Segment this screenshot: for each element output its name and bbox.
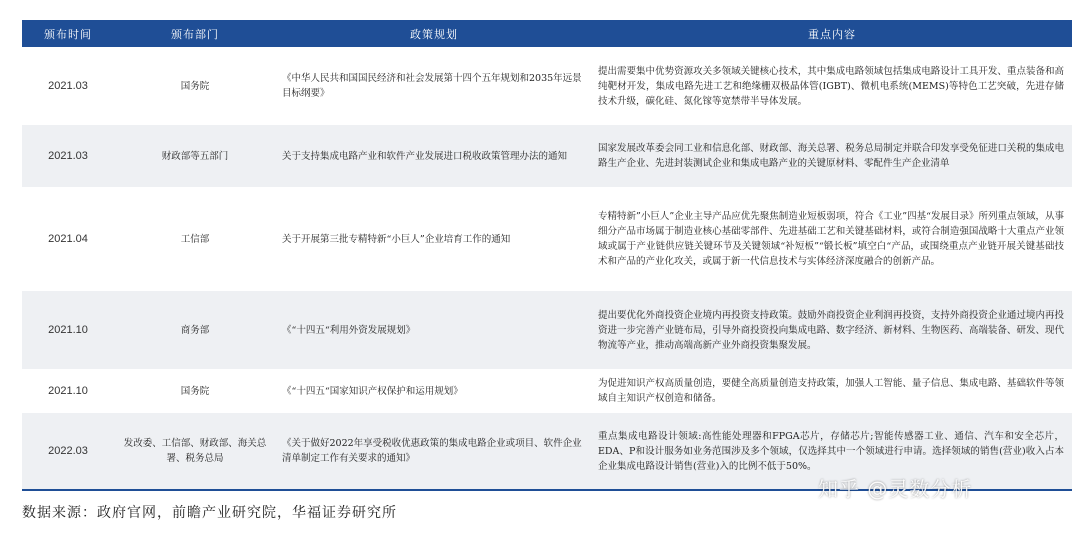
header-policy: 政策规划 [276,20,592,47]
row-policy: 《“十四五“利用外资发展规划》 [276,291,592,369]
row-policy: 《关于做好2022年享受税收优惠政策的集成电路企业或项目、软件企业清单制定工作有关要求的通知》 [276,413,592,489]
row-department: 工信部 [114,187,276,291]
watermark: 知乎 @灵数分析 [818,477,973,501]
table-row [22,187,1072,291]
policy-table-container [22,20,1072,489]
row-policy: 《“十四五“国家知识产权保护和运用规划》 [276,369,592,413]
row-content: 重点集成电路设计领域:高性能处理器和FPGA芯片，存储芯片;智能传感器工业、通信、汽车和安全芯片，EDA、P和设计服务如业务范围涉及多个领域，仅选择其中一个领域进行申请。选择领域的销售(营业)收入占本企业集成电路设计销售(营业)入的比例不低于50%。 [592,413,1072,489]
row-date: 2021.10 [22,291,114,369]
table-row [22,369,1072,413]
row-date: 2021.03 [22,47,114,125]
row-content: 专精特新”小巨人”企业主导产品应优先聚焦制造业短板弱项，符合《工业”四基“发展目录》所列重点领域，从事细分产品市场属于制造业核心基础零部件、先进基础工艺和关键基础材料，或符合制造强国战略十大重点产业领域或属于产业链供应链关键环节及关键领域“补短板”“锻长板”填空白“产品，或围绕重点产业链开展关键基础技术和产品的产业化攻关，或属于新一代信息技术与实体经济深度融合的创新产品。 [592,187,1072,291]
table-row [22,291,1072,369]
row-policy: 关于开展第三批专精特新“小巨人”企业培育工作的通知 [276,187,592,291]
row-department: 国务院 [114,47,276,125]
row-date: 2021.04 [22,187,114,291]
table-row [22,125,1072,187]
row-date: 2021.03 [22,125,114,187]
row-date: 2021.10 [22,369,114,413]
row-content: 提出需要集中优势资源攻关多领域关键核心技术，其中集成电路领域包括集成电路设计工具开发、重点装备和高纯靶材开发，集成电路先进工艺和绝缘栅双极晶体管(IGBT)、微机电系统(MEMS)等特色工艺突破，先进存储技术升级，碳化硅、氮化镓等宽禁带半导体发展。 [592,47,1072,125]
policy-table [22,20,1072,489]
row-content: 为促进知识产权高质量创造，要健全高质量创造支持政策，加强人工智能、量子信息、集成电路、基础软件等领域自主知识产权创造和储备。 [592,369,1072,413]
row-date: 2022.03 [22,413,114,489]
row-department: 商务部 [114,291,276,369]
row-department: 发改委、工信部、财政部、海关总署、税务总局 [114,413,276,489]
row-content: 提出要优化外商投资企业境内再投资支持政策。鼓励外商投资企业利润再投资，支持外商投资企业通过境内再投资进一步完善产业链布局，引导外商投资投向集成电路、数字经济、新材料、生物医药、高端装备、研发、现代物流等产业，推动高端高新产业外商投资集聚发展。 [592,291,1072,369]
row-policy: 关于支持集成电路产业和软件产业发展进口税收政策管理办法的通知 [276,125,592,187]
row-content: 国家发展改革委会同工业和信息化部、财政部、海关总署、税务总局制定并联合印发享受免征进口关税的集成电路生产企业、先进封装测试企业和集成电路产业的关键原材料、零配件生产企业清单 [592,125,1072,187]
table-row [22,47,1072,125]
row-policy: 《中华人民共和国国民经济和社会发展第十四个五年规划和2035年远景目标纲要》 [276,47,592,125]
data-source-note: 数据来源：政府官网，前瞻产业研究院，华福证券研究所 [22,505,397,521]
table-header [22,20,1072,47]
row-department: 国务院 [114,369,276,413]
header-date: 颁布时间 [22,20,114,47]
row-department: 财政部等五部门 [114,125,276,187]
header-department: 颁布部门 [114,20,276,47]
header-content: 重点内容 [592,20,1072,47]
